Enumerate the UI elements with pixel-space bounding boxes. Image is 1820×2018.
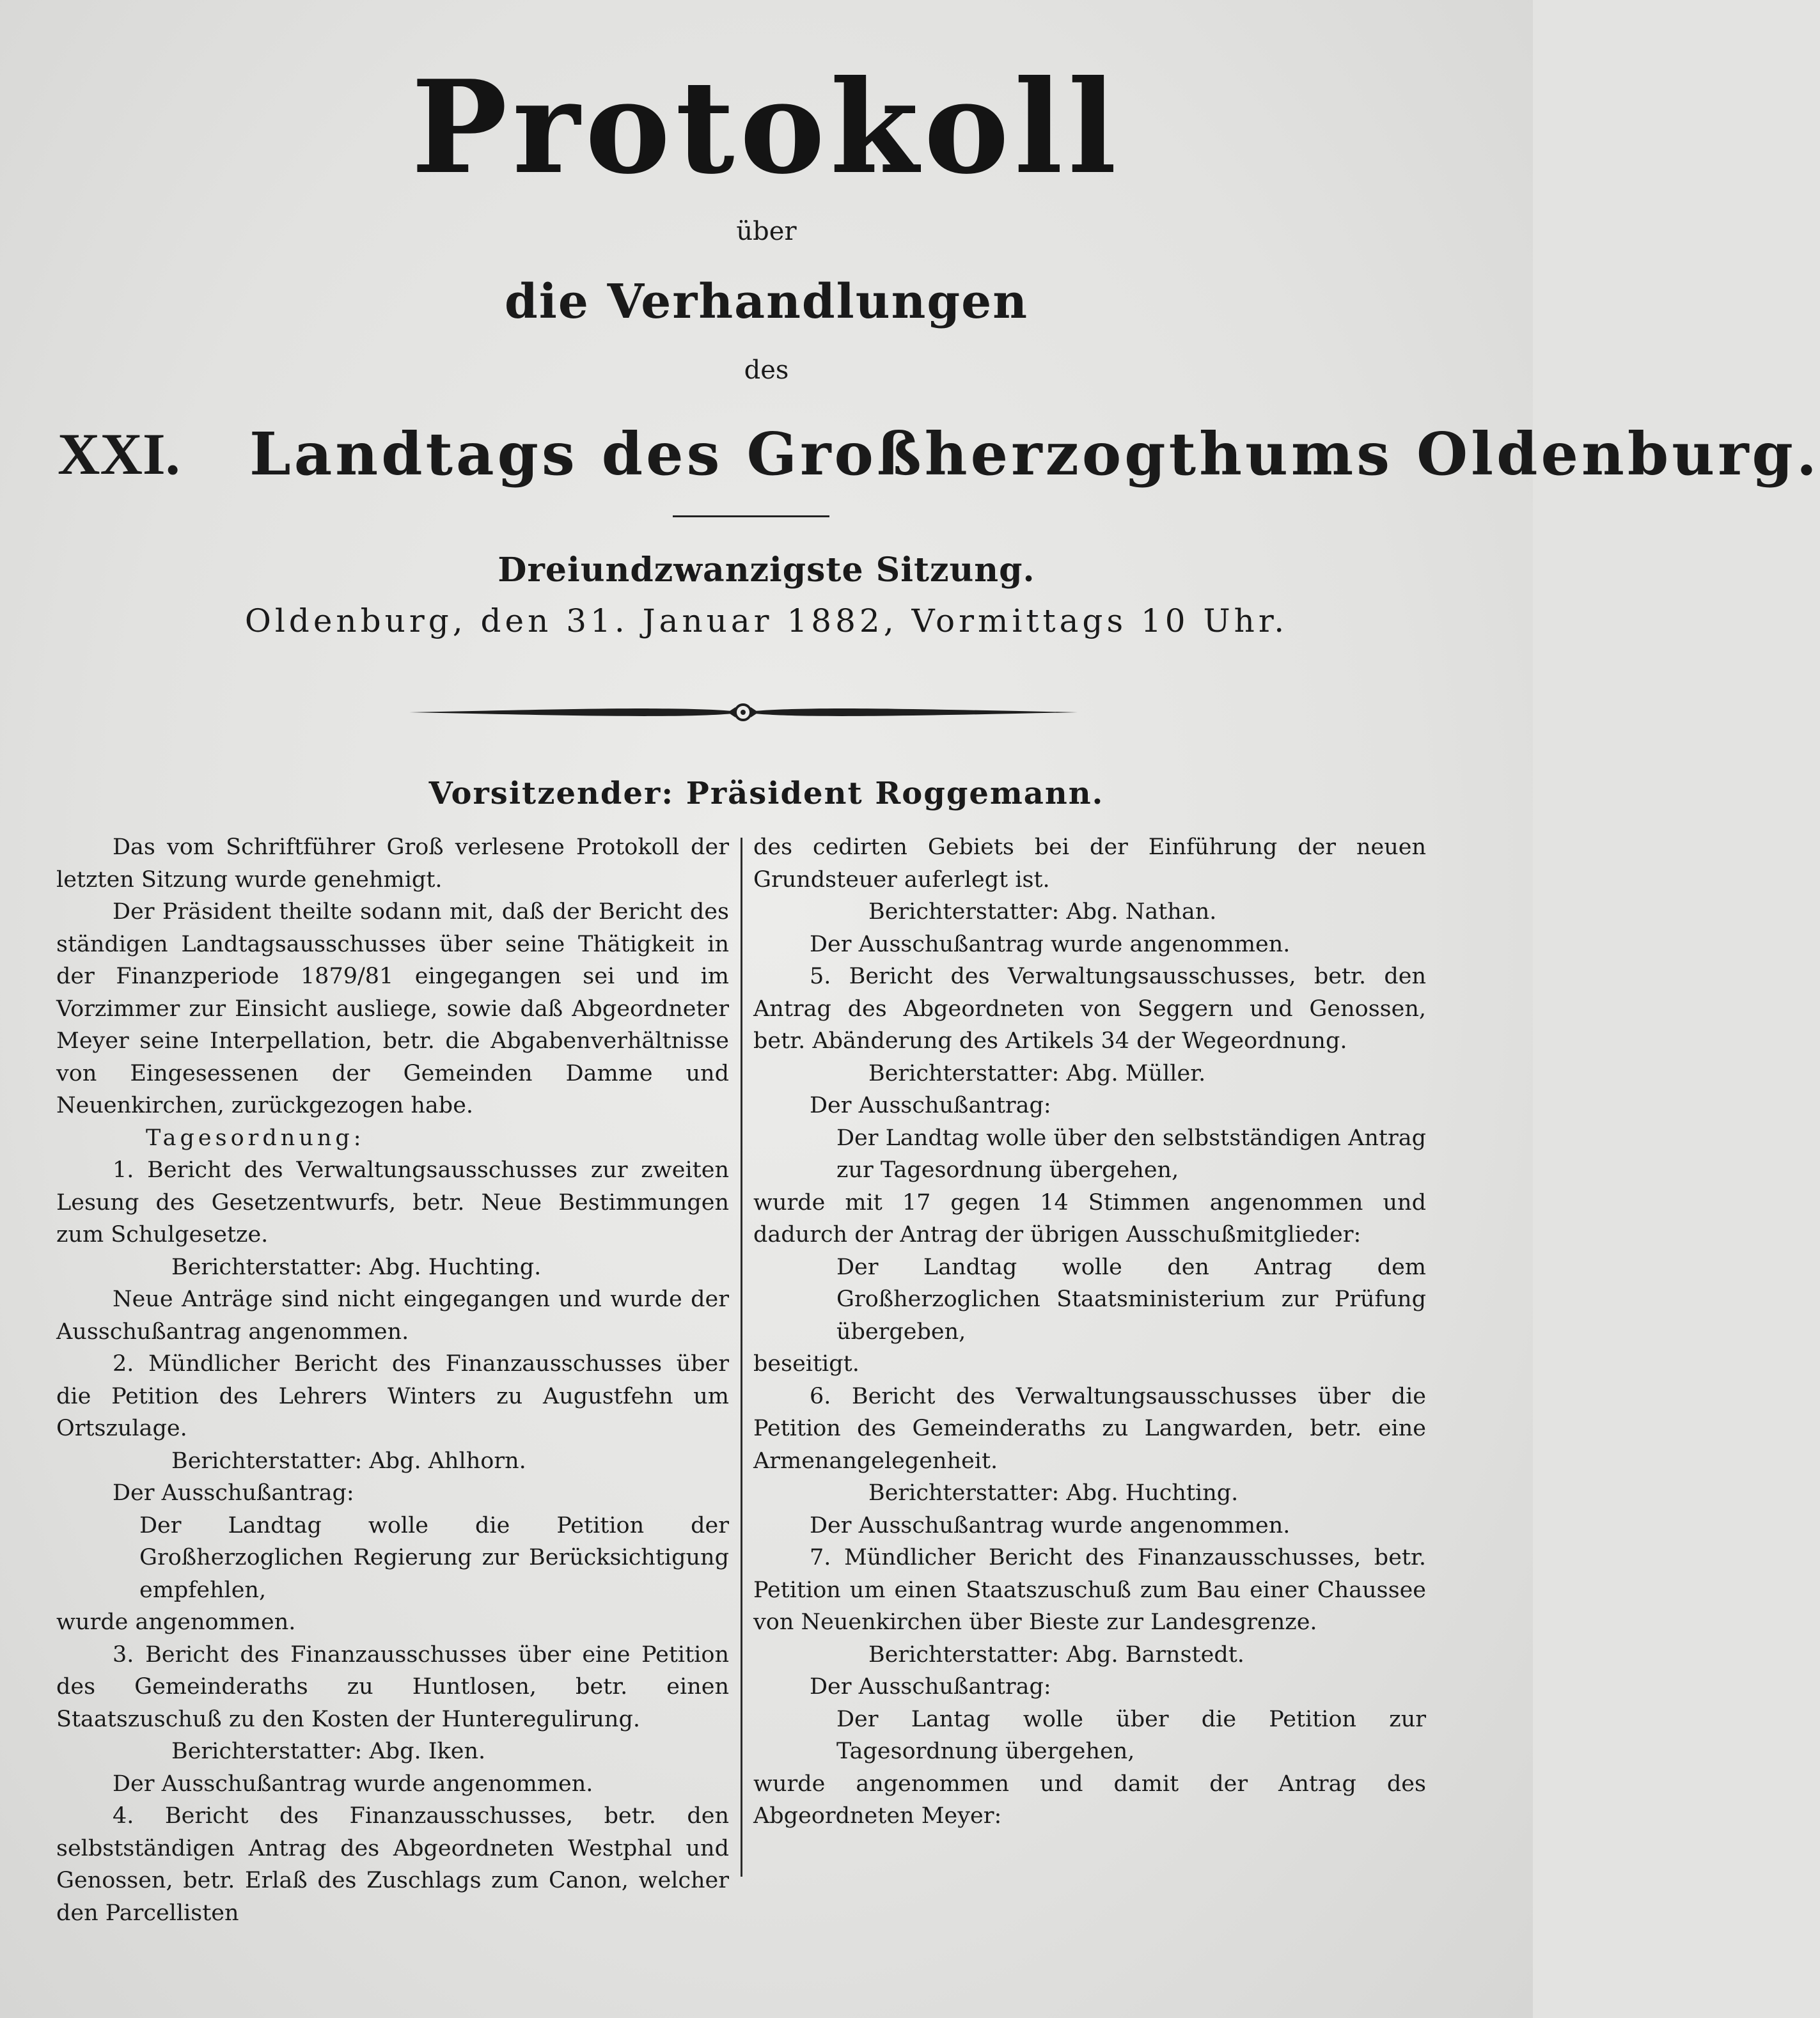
motion-label: Der Ausschußantrag: (113, 1480, 354, 1506)
chairperson-line: Vorsitzender: Präsident Roggemann. (428, 776, 1104, 811)
agenda-heading: Tagesordnung: (146, 1125, 365, 1151)
rapporteur-line: Berichterstatter: Abg. Iken. (171, 1739, 486, 1764)
paragraph: des cedirten Gebiets bei der Einführung der neuen Grundsteuer auferlegt ist. (753, 834, 1426, 893)
rapporteur-line: Berichterstatter: Abg. Nathan. (868, 899, 1217, 925)
landtag-heading (58, 412, 1820, 496)
paragraph: Der Ausschußantrag wurde angenommen. (810, 1512, 1290, 1538)
motion-label: Der Ausschußantrag: (810, 1674, 1051, 1700)
column-divider (741, 838, 742, 1877)
right-column (753, 831, 1426, 1833)
agenda-item: 1. Bericht des Verwaltungsausschusses zur zweiten Lesung des Gesetzentwurfs, betr. Neue Bestimmungen zum Schulgesetze. (56, 1157, 729, 1248)
agenda-item: 5. Bericht des Verwaltungsausschusses, betr. den Antrag des Abgeordneten von Seggern und Genossen, betr. Abänderung des Artikels 34 der Wegeordnung. (753, 964, 1426, 1054)
agenda-item: 3. Bericht des Finanzausschusses über eine Petition des Gemeinderaths zu Huntlosen, betr. einen Staatszuschuß zu den Kosten der Hunteregulirung. (56, 1641, 729, 1732)
title-divider (673, 515, 829, 517)
subtitle-verhandlungen: die Verhandlungen (504, 274, 1029, 329)
paragraph: wurde angenommen. (56, 1609, 296, 1635)
session-date: Oldenburg, den 31. Januar 1882, Vormittags 10 Uhr. (244, 602, 1289, 639)
left-column (56, 831, 729, 1929)
paragraph: Der Ausschußantrag wurde angenommen. (810, 931, 1290, 957)
subtitle-des: des (744, 356, 789, 385)
session-number: XXI. (58, 421, 180, 487)
subtitle-ueber: über (736, 217, 797, 246)
document-title: Protokoll (411, 52, 1122, 203)
rapporteur-line: Berichterstatter: Abg. Huchting. (171, 1254, 542, 1280)
ornamental-divider (409, 698, 1078, 726)
agenda-item: 6. Bericht des Verwaltungsausschusses über die Petition des Gemeinderaths zu Langwarden, betr. eine Armenangelegenheit. (753, 1383, 1426, 1474)
landtag-name: Landtags des Großherzogthums Oldenburg. (249, 419, 1820, 489)
motion-text: Der Landtag wolle den Antrag dem Großherzoglichen Staatsministerium zur Prüfung übergeben, (836, 1254, 1426, 1345)
rapporteur-line: Berichterstatter: Abg. Ahlhorn. (171, 1448, 526, 1474)
rapporteur-line: Berichterstatter: Abg. Barnstedt. (868, 1641, 1244, 1668)
rapporteur-line: Berichterstatter: Abg. Müller. (868, 1060, 1206, 1086)
paragraph: Der Präsident theilte sodann mit, daß der Bericht des ständigen Landtagsausschusses über seine Thätigkeit in der Finanzperiode 1879/81 eingegangen sei und im Vorzimmer zur Einsicht ausliege, sowie daß Abgeordneter Meyer seine Interpellation, betr. die Abgabenverhältnisse von Eingesessenen der Gemeinden Damme und Neuenkirchen, zurückgezogen habe. (56, 899, 729, 1118)
paragraph: Der Ausschußantrag wurde angenommen. (113, 1771, 593, 1797)
paragraph: Das vom Schriftführer Groß verlesene Protokoll der letzten Sitzung wurde genehmigt. (56, 834, 729, 893)
agenda-item: 7. Mündlicher Bericht des Finanzausschusses, betr. Petition um einen Staatszuschuß zum Bau einer Chaussee von Neuenkirchen über Bieste zur Landesgrenze. (753, 1545, 1426, 1635)
rapporteur-line: Berichterstatter: Abg. Huchting. (868, 1480, 1239, 1506)
paragraph: beseitigt. (753, 1351, 859, 1377)
session-title: Dreiundzwanzigste Sitzung. (498, 551, 1035, 590)
agenda-item: 2. Mündlicher Bericht des Finanzausschusses über die Petition des Lehrers Winters zu Augustfehn um Ortszulage. (56, 1351, 729, 1441)
agenda-item: 4. Bericht des Finanzausschusses, betr. den selbstständigen Antrag des Abgeordneten Westphal und Genossen, betr. Erlaß des Zuschlags zum Canon, welcher den Parcellisten (56, 1803, 729, 1926)
paragraph: Neue Anträge sind nicht eingegangen und wurde der Ausschußantrag angenommen. (56, 1287, 729, 1345)
motion-text: Der Lantag wolle über die Petition zur Tagesordnung übergehen, (836, 1706, 1426, 1764)
paragraph: wurde mit 17 gegen 14 Stimmen angenommen und dadurch der Antrag der übrigen Ausschußmitglieder: (753, 1189, 1426, 1248)
motion-label: Der Ausschußantrag: (810, 1093, 1051, 1118)
motion-text: Der Landtag wolle über den selbstständigen Antrag zur Tagesordnung übergehen, (836, 1125, 1426, 1183)
paragraph: wurde angenommen und damit der Antrag des Abgeordneten Meyer: (753, 1771, 1426, 1829)
motion-text: Der Landtag wolle die Petition der Großherzoglichen Regierung zur Berücksichtigung empfehlen, (139, 1512, 729, 1603)
